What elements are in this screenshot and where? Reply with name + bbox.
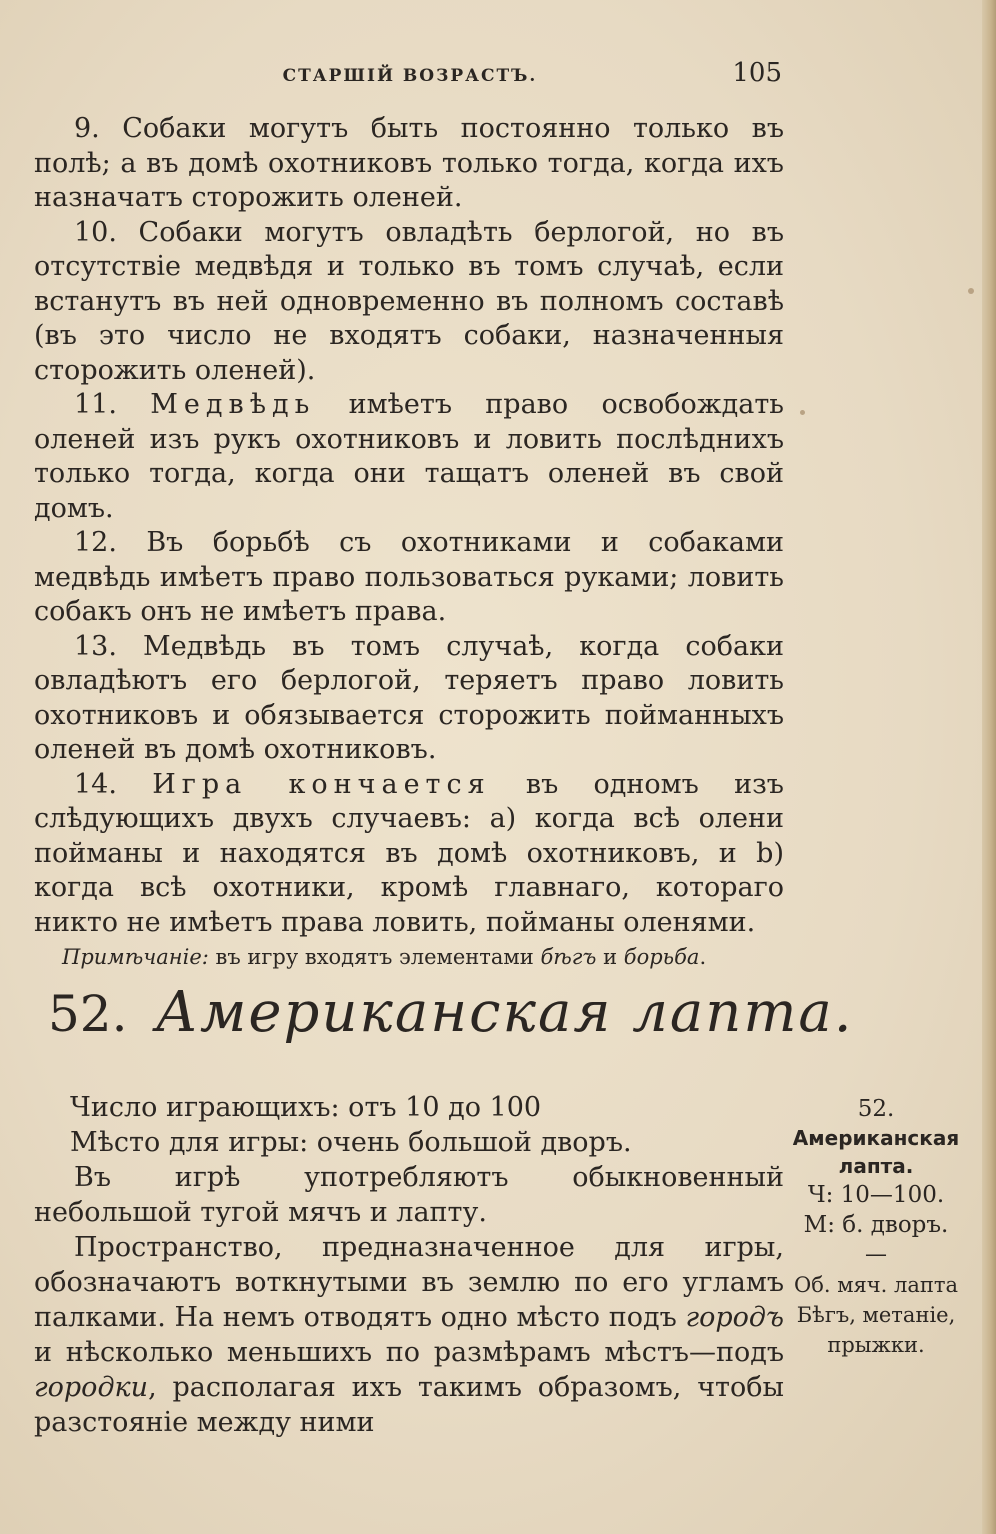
rule-12: 12. Въ борьбѣ съ охотниками и собаками медвѣдь имѣетъ право пользоваться руками; ловить собакъ онъ не имѣетъ права. [34, 527, 784, 627]
rule-14-text: въ одномъ изъ слѣдующихъ двухъ случаевъ: а) когда всѣ олени пойманы и находятся въ домѣ охотниковъ, и b) когда всѣ охотники, кромѣ главнаго, котораго никто не имѣетъ права ловить, пойманы оленями. [34, 768, 784, 938]
term-city: городъ [685, 1302, 784, 1333]
rule-10: 10. Собаки могутъ овладѣть берлогой, но въ отсутствіе медвѣдя и только въ томъ случаѣ, если встанутъ въ ней одновременно въ полномъ составѣ (въ это число не входятъ собаки, назначенныя сторожить оленей). [34, 216, 784, 386]
note-text-2: и [596, 945, 624, 969]
rule-11-number: 11. [74, 389, 151, 420]
rule-11-spaced-term: Медвѣдь [150, 389, 316, 420]
rules-text [34, 112, 784, 972]
sidebar-elements: Бѣгъ, метаніе, прыжки. [796, 1303, 956, 1357]
note-label: Примѣчаніе: [62, 945, 209, 969]
section-text [34, 1090, 784, 1440]
rule-9: 9. Собаки могутъ быть постоянно только въ полѣ; а въ домѣ охотниковъ только тогда, когда ихъ назначатъ сторожить оленей. [34, 113, 784, 213]
paper-speck [968, 288, 974, 294]
section-title: Американская лапта. [155, 980, 854, 1045]
equipment-paragraph: Въ игрѣ употребляютъ обыкновенный небольшой тугой мячъ и лапту. [34, 1162, 784, 1228]
note-term-struggle: борьба [623, 945, 700, 969]
rule-13: 13. Медвѣдь въ томъ случаѣ, когда собаки овладѣютъ его берлогой, теряетъ право ловить охотниковъ и обязывается сторожить пойманныхъ оленей въ домѣ охотниковъ. [34, 630, 784, 765]
section-number: 52. [48, 985, 128, 1043]
running-head: СТАРШІЙ ВОЗРАСТЪ. [282, 66, 538, 86]
term-towns: городки [34, 1372, 149, 1403]
sidebar-dash: — [865, 1242, 887, 1267]
page-header [34, 58, 786, 98]
rule-14-number: 14. [74, 768, 153, 800]
sidebar-players: Ч: 10—100. [807, 1182, 945, 1208]
field-text-c: , располагая ихъ такимъ образомъ, чтобы разстояніе между ними [34, 1372, 784, 1438]
rule-14-spaced-term: Игра кончается [152, 768, 491, 800]
sidebar-equipment: Об. мяч. лапта [793, 1273, 959, 1297]
paper-speck [800, 410, 805, 415]
play-place: Мѣсто для игры: очень большой дворъ. [70, 1127, 632, 1158]
field-paragraph [34, 1230, 784, 1440]
note-text-3: . [699, 945, 707, 969]
players-count: Число играющихъ: отъ 10 до 100 [70, 1092, 542, 1123]
note [34, 942, 784, 972]
note-term-run: бѣгъ [540, 945, 597, 969]
margin-summary [786, 1094, 966, 1360]
field-text-a: Пространство, предназначенное для игры, обозначаютъ воткнутыми въ землю по его угламъ палками. На немъ отводятъ одно мѣсто подъ [34, 1232, 784, 1333]
page-edge [982, 0, 996, 1534]
page-number: 105 [732, 58, 782, 88]
note-text-1: въ игру входятъ элементами [208, 945, 541, 969]
rule-11 [34, 388, 784, 526]
sidebar-place: М: б. дворъ. [803, 1212, 949, 1238]
section-heading [48, 980, 854, 1070]
sidebar-number: 52. [857, 1096, 895, 1122]
sidebar-title: Американская лапта. [792, 1126, 960, 1178]
rule-14 [34, 768, 784, 941]
field-text-b: и нѣсколько меньшихъ по размѣрамъ мѣстъ—подъ [34, 1337, 784, 1368]
rule-11-text: имѣетъ право освобождать оленей изъ рукъ охотниковъ и ловить послѣднихъ только тогда, когда они тащатъ оленей въ свой домъ. [34, 389, 784, 524]
